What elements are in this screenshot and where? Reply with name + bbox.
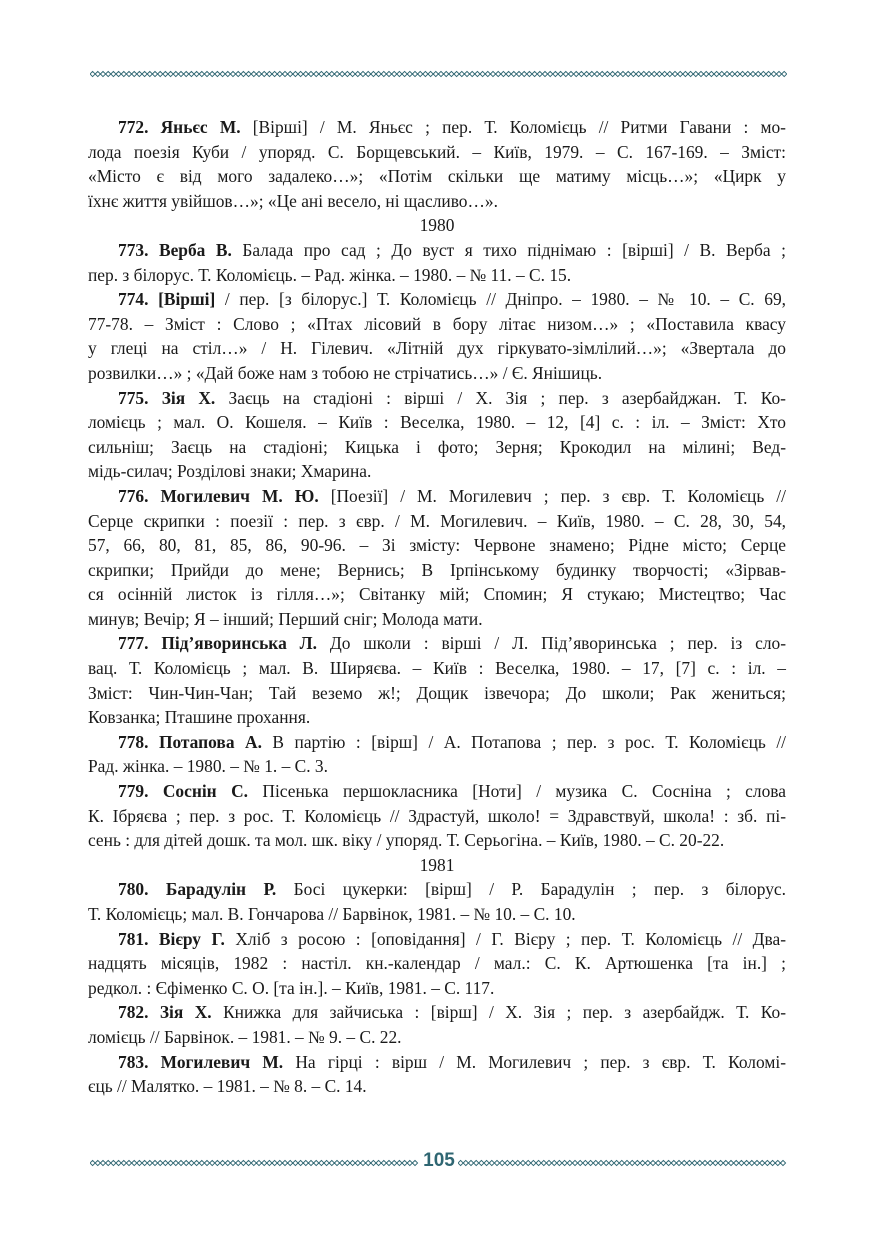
entry-author: Могилевич М. xyxy=(160,1051,284,1072)
entry-line xyxy=(88,115,786,140)
entry-author: Зія Х. xyxy=(161,387,216,408)
entry-number: 781. xyxy=(118,928,149,949)
entry-line: ломієць ; мал. О. Кошеля. – Київ : Веселка, 1980. – 12, [4] с. : іл. – Зміст: Хто xyxy=(88,412,786,433)
entry-line: К. Ібряєва ; пер. з рос. Т. Коломієць // Здрастуй, школо! = Здравствуй, школа! : зб. пі- xyxy=(88,805,786,826)
bibliography-entry xyxy=(88,631,786,729)
entry-author: Зія Х. xyxy=(159,1002,212,1023)
entry-line xyxy=(88,1000,786,1025)
entry-number: 776. xyxy=(118,485,149,506)
entry-line: ся осінній листок із гілля…»; Світанку мій; Спомин; Я стукаю; Мистецтво; Час xyxy=(88,584,786,605)
entry-author: Яньєс М. xyxy=(160,117,241,137)
entry-line: єць // Малятко. – 1981. – № 8. – С. 14. xyxy=(88,1076,367,1097)
entry-text: До школи : вірші / Л. Під’яворинська ; пер. із сло- xyxy=(329,633,786,654)
top-ornament-rule xyxy=(90,70,787,78)
year-heading: 1980 xyxy=(419,215,455,236)
entry-author: Верба В. xyxy=(158,239,232,260)
bibliography-entry xyxy=(88,779,786,853)
entry-number: 772. xyxy=(118,117,149,137)
entry-line: Ковзанка; Пташине прохання. xyxy=(88,707,311,728)
entry-line: сень : для дітей дошк. та мол. шк. віку / упоряд. Т. Серьогіна. – Київ, 1980. – С. 20-22. xyxy=(88,830,725,851)
entry-line: Т. Коломієць; мал. В. Гончарова // Барвінок, 1981. – № 10. – С. 10. xyxy=(88,904,576,924)
entry-line xyxy=(88,779,786,804)
entry-text: Пісенька першокласника [Ноти] / музика С. Сосніна ; слова xyxy=(262,781,786,802)
entry-line: мідь-силач; Розділові знаки; Хмарина. xyxy=(88,461,372,482)
entry-author: Під’яворинська Л. xyxy=(161,633,317,654)
diamond-chain-ornament xyxy=(90,70,787,78)
entry-line xyxy=(88,927,786,952)
entry-line xyxy=(88,730,786,755)
entry-text: Босі цукерки: [вірш] / Р. Барадулін ; пер. з білорус. xyxy=(293,879,786,900)
entry-text: Хліб з росою : [оповідання] / Г. Вієру ; пер. Т. Коломієць // Два- xyxy=(235,928,786,949)
entry-number: 779. xyxy=(118,781,149,802)
entry-text: Книжка для зайчиська : [вірш] / Х. Зія ; пер. з азербайдж. Т. Ко- xyxy=(223,1002,786,1023)
entry-number: 780. xyxy=(118,879,149,900)
entry-text: [Поезії] / М. Могилевич ; пер. з євр. Т. Коломієць // xyxy=(330,485,786,506)
bibliography-entry xyxy=(88,927,786,1001)
entry-line: ломієць // Барвінок. – 1981. – № 9. – С. 22. xyxy=(88,1026,402,1047)
entry-author: Вієру Г. xyxy=(158,928,225,949)
entry-number: 777. xyxy=(118,633,149,654)
bibliography-entry xyxy=(88,730,786,779)
entry-line: Серце скрипки : поезії : пер. з євр. / М. Могилевич. – Київ, 1980. – С. 28, 30, 54, xyxy=(88,510,786,531)
entry-line: пер. з білорус. Т. Коломієць. – Рад. жінка. – 1980. – № 11. – С. 15. xyxy=(88,264,572,285)
entry-number: 775. xyxy=(118,387,149,408)
bibliography-entry xyxy=(88,877,786,926)
entry-author: Могилевич М. Ю. xyxy=(160,485,319,506)
entry-line: 77-78. – Зміст : Слово ; «Птах лісовий в бору літає низом…» ; «Поставила квасу xyxy=(88,313,786,334)
entry-text: На гірці : вірш / М. Могилевич ; пер. з євр. Т. Коломі- xyxy=(295,1051,786,1072)
entry-line: розвилки…» ; «Дай боже нам з тобою не стрічатись…» / Є. Янішиць. xyxy=(88,362,603,383)
bibliography-entry xyxy=(88,238,786,287)
entry-line xyxy=(88,386,786,411)
diamond-chain-ornament xyxy=(90,1159,420,1167)
entry-line xyxy=(88,1050,786,1075)
bibliography-entry xyxy=(88,115,786,213)
diamond-chain-ornament xyxy=(458,1159,787,1167)
entry-text: Балада про сад ; До вуст я тихо піднімаю : [вірші] / В. Верба ; xyxy=(242,239,786,260)
entry-author: Барадулін Р. xyxy=(165,879,277,900)
entry-line xyxy=(88,238,786,263)
entry-line: 57, 66, 80, 81, 85, 86, 90-96. – Зі змісту: Червоне знамено; Рідне місто; Серце xyxy=(88,535,786,556)
entry-line: лода поезія Куби / упоряд. С. Борщевський. – Київ, 1979. – С. 167-169. – Зміст: xyxy=(88,141,786,162)
bottom-ornament-rule-left xyxy=(90,1159,420,1167)
year-heading: 1981 xyxy=(419,854,455,875)
entry-text: [Вірші] / М. Яньєс ; пер. Т. Коломієць // Ритми Гавани : мо- xyxy=(252,117,786,137)
bibliography-entry xyxy=(88,484,786,632)
entry-number: 782. xyxy=(118,1002,149,1023)
entry-line xyxy=(88,877,786,902)
bibliography-list xyxy=(88,115,786,1099)
entry-line: «Місто є від мого задалеко…»; «Потім скільки ще матиму місць…»; «Цирк у xyxy=(88,166,786,187)
bibliography-entry xyxy=(88,386,786,484)
entry-line xyxy=(88,287,786,312)
entry-line: надцять місяців, 1982 : настіл. кн.-календар / мал.: С. К. Артюшенка [та ін.] ; xyxy=(88,953,786,974)
entry-line: минув; Вечір; Я – інший; Перший сніг; Молода мати. xyxy=(88,608,483,629)
entry-number: 774. xyxy=(118,289,149,310)
entry-line: Зміст: Чин-Чин-Чан; Тай веземо ж!; Дощик ізвечора; До школи; Рак жениться; xyxy=(88,682,786,703)
bibliography-entry xyxy=(88,1000,786,1049)
entry-line: їхнє життя увійшов…»; «Це ані весело, ні щасливо…». xyxy=(88,190,498,211)
entry-text: В партію : [вірш] / А. Потапова ; пер. з рос. Т. Коломієць // xyxy=(272,731,786,752)
entry-author: Потапова А. xyxy=(158,731,262,752)
entry-author: [Вірші] xyxy=(158,289,216,310)
entry-line xyxy=(88,484,786,509)
entry-line: вац. Т. Коломієць ; мал. В. Ширяєва. – Київ : Веселка, 1980. – 17, [7] с. : іл. – xyxy=(88,658,786,679)
entry-line: скрипки; Прийди до мене; Вернись; В Ірпінському будинку творчості; «Зірвав- xyxy=(88,559,786,580)
entry-line: у глеці на стіл…» / Н. Гілевич. «Літній дух гіркувато-зімлілий…»; «Звертала до xyxy=(88,338,786,359)
entry-number: 778. xyxy=(118,731,149,752)
entry-number: 773. xyxy=(118,239,149,260)
entry-number: 783. xyxy=(118,1051,149,1072)
entry-text: Заєць на стадіоні : вірші / Х. Зія ; пер. з азербайджан. Т. Ко- xyxy=(228,387,786,408)
entry-line xyxy=(88,631,786,656)
bottom-ornament-rule-right xyxy=(458,1159,787,1167)
page-number: 105 xyxy=(423,1150,455,1171)
entry-author: Соснін С. xyxy=(162,781,248,802)
entry-text: / пер. [з білорус.] Т. Коломієць // Дніпро. – 1980. – № 10. – С. 69, xyxy=(224,289,786,310)
bibliography-entry xyxy=(88,287,786,385)
entry-line: Рад. жінка. – 1980. – № 1. – С. 3. xyxy=(88,756,328,777)
bibliography-entry xyxy=(88,1050,786,1099)
entry-line: сильніш; Заєць на стадіоні; Кицька і фото; Зерня; Крокодил на мілині; Вед- xyxy=(88,436,786,457)
entry-line: редкол. : Єфіменко С. О. [та ін.]. – Київ, 1981. – С. 117. xyxy=(88,977,495,998)
